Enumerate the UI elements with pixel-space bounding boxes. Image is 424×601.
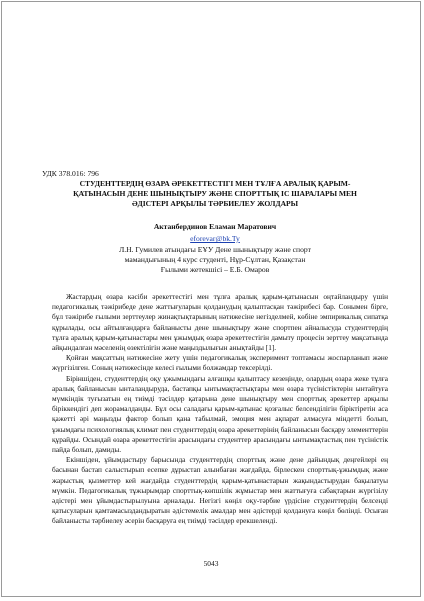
affiliation-line-1: Л.Н. Гумилев атындағы ЕҰУ Дене шынықтыру және спорт [119, 245, 311, 254]
title-line-3: ӘДІСТЕРІ АРҚЫЛЫ ТӘРБИЕЛЕУ ЖОЛДАРЫ [131, 199, 299, 209]
body-paragraph-4: Екіншіден, ұйымдастыру барысында студенттердің спорттық және дене дайындық деңгейлері ең басынан бастап салыстырып есепке дұрыстап алынбаған жағдайда, бірлескен спорттық-ұжымдық және жарыстық қызметтер кей жағдайда студенттердің қарым-қатынастарын жақындастырудан бақылатуы мүмкін. Педагогикалық тұжырымдар спорттық-көпшілік жұмыстар мен жаттығуға сабақтарын жүргізілу әдістері мен ұйымдастырылуына арналады. Негізгі көңіл оқу-тәрбие үрдісіне студенттердің белсенді қатысуларын қамтамасыздандыратын әдістемелік амалдар мен әдістерді қолдануға көңіл бөлінді. Осыған байланысты тәрбиелеу әсерін басқаруға ең тиімді тәсілдер ерекшеленді. [52, 455, 388, 526]
affiliation [42, 245, 388, 275]
page-number: 5043 [203, 559, 219, 568]
udk-code: УДК 378.016: 796 [42, 169, 99, 178]
paper-title [42, 179, 388, 210]
body-paragraph-3: Біріншіден, студенттердің оқу ұжымындағы алғашқы қалыптасу кезеңінде, олардың өзара жеке тұлға аралық байланысын ынталандыруда, бастапқы ынтымақтастықтары мен өзара түсіністіктерін ынтайтуға мүмкіндік туғызатын ең тиімді тәсілдер қатарына дене шынықтыру мен спорттық әрекеттер арқылы біріккендігі деп жорамалданды. Бұл осы саладағы қарым-қатынас қозғалыс белсенділігін біріктіретін аса қажетті әрі маңызды фактор болып қана табылмай, эмоция мен ақпарат алмасуға міндетті болып, ұжымдағы психологиялық климат пен студенттердің өзара әрекеттерінің байланысын басқару элементтерін құрайды. Осындай өзара әрекеттестігін арасындағы студенттер арасындағы ынтымақтастық пен түсіністік пайда болып, дамиды. [52, 373, 388, 455]
supervisor-line: Ғылыми жетекшісі – Е.Б. Омаров [160, 265, 270, 274]
document-page [1, 1, 421, 597]
affiliation-line-2: мамандығының 4 курс студенті, Нұр-Сұлтан, Қазақстан [124, 255, 306, 264]
paper-body [52, 292, 388, 527]
title-line-2: ҚАТЫНАСЫН ДЕНЕ ШЫНЫҚТЫРУ ЖӘНЕ СПОРТТЫҚ ІС ШАРАЛАРЫ МЕН [73, 189, 357, 199]
title-line-1: СТУДЕНТТЕРДІҢ ӨЗАРА ӘРЕКЕТТЕСТІГІ МЕН ТҰЛҒА АРАЛЫҚ ҚАРЫМ- [79, 179, 351, 188]
author-email-link[interactable]: eforevar@bk.Ty [190, 234, 240, 243]
body-paragraph-2: Қойған мақсаттың нәтижесіне жету үшін педагогикалық эксперимент топтамасы жоспарланып және жүргізілген. Соның нәтижесінде келесі ғылыми болжамдар тексерілді. [52, 353, 388, 373]
author-name: Актанбердинов Еламан Маратович [153, 222, 277, 231]
body-paragraph-1: Жастардың өзара кәсіби әрекеттестігі мен тұлға аралық қарым-қатынасын оңтайландыру үшін педагогикалық тәжірибеде дене жаттығуларын қолданудың қалыптасқан тәжірибесі бар. Сонымен бірге, бұл тәжірибе ғылыми зерттеулер жинақтықтарының нәтижесіне негізделмей, көбіне эмпирикалық сипатқа құрылады, осы айтылғандарға байланысты дене шынықтыру және спортпен айналысуда студенттердің тұлға аралық қарым-қатынастары мен ұжымдық өзара әрекеттестігін дамыту процесін зерттеу мақсатында айқындалған мәселенің өзектілігін және маңыздылығын анықтайды [1]. [52, 292, 388, 353]
